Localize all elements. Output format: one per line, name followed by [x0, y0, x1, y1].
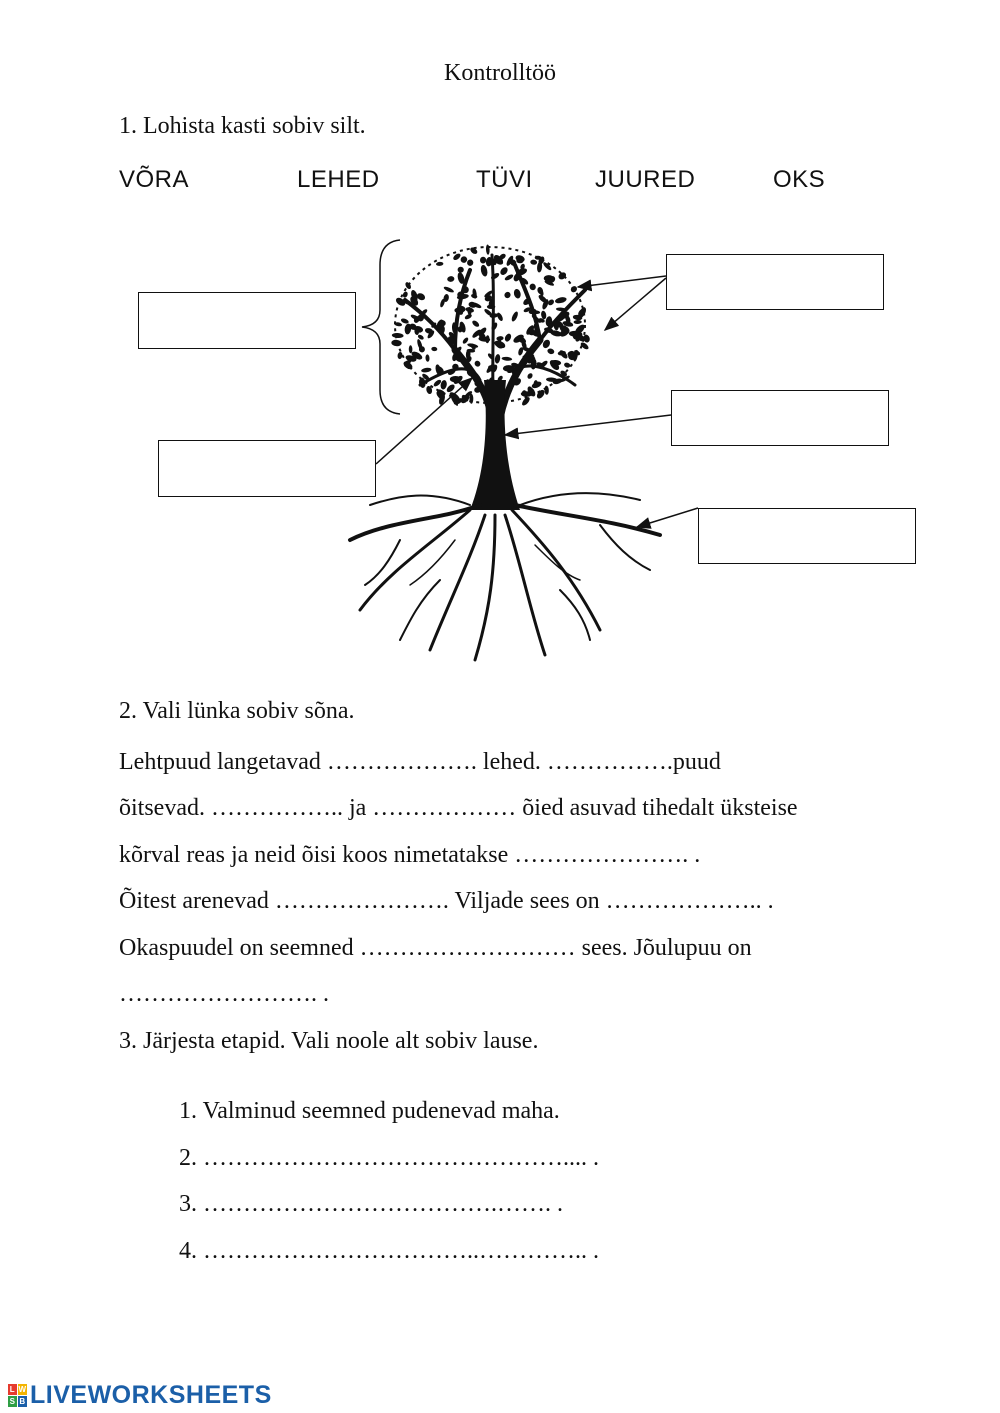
leaf-icon: [402, 291, 409, 298]
leaf-icon: [421, 367, 432, 373]
leaf-icon: [457, 267, 463, 273]
leaf-icon: [501, 356, 512, 361]
leaf-icon: [480, 257, 486, 264]
sequence-item[interactable]: 2. ……………………………………….... .: [179, 1145, 599, 1171]
leaf-icon: [436, 262, 444, 267]
leaf-icon: [526, 372, 533, 380]
leaf-icon: [392, 333, 404, 339]
leaf-icon: [530, 259, 537, 265]
leaf-icon: [542, 261, 552, 271]
label-drop-box-branch[interactable]: [158, 440, 376, 497]
arrow-icon: [605, 278, 666, 330]
leaf-icon: [570, 285, 579, 294]
leaf-icon: [447, 276, 455, 283]
question-3-heading: 3. Järjesta etapid. Vali noole alt sobiv lause.: [119, 1028, 539, 1054]
arrow-icon: [505, 415, 671, 435]
sequence-item[interactable]: 3. ……………………………….……. .: [179, 1191, 563, 1217]
leaf-icon: [485, 335, 490, 343]
cloze-line[interactable]: Õitest arenevad …………………. Viljade sees on ……………….. .: [119, 888, 774, 914]
tree-roots: [350, 493, 660, 660]
leaf-icon: [510, 311, 519, 323]
question-1-heading: 1. Lohista kasti sobiv silt.: [119, 113, 366, 139]
word-bank-item[interactable]: JUURED: [595, 166, 696, 193]
leaf-icon: [503, 291, 511, 300]
arrow-icon: [578, 276, 666, 287]
logo-mark-icon: L W S B: [9, 1384, 27, 1406]
sequence-item[interactable]: 4. ……………………………..………….. .: [179, 1238, 599, 1264]
leaf-icon: [462, 337, 470, 345]
leaf-icon: [400, 317, 409, 324]
leaf-icon: [425, 354, 430, 362]
leaf-icon: [499, 266, 509, 277]
leaf-icon: [513, 288, 522, 299]
leaf-icon: [480, 264, 489, 277]
brace-icon: [362, 240, 400, 414]
arrow-icon: [376, 378, 472, 464]
leaf-icon: [547, 348, 555, 355]
leaf-icon: [557, 271, 567, 281]
leaf-icon: [471, 319, 480, 328]
word-bank-item[interactable]: LEHED: [297, 166, 380, 193]
leaf-icon: [452, 252, 462, 261]
arrow-icon: [637, 508, 698, 527]
leaf-icon: [496, 336, 504, 341]
tree-illustration: [0, 0, 1000, 700]
word-bank-item[interactable]: VÕRA: [119, 166, 190, 193]
leaf-icon: [582, 334, 591, 344]
label-drop-box-trunk[interactable]: [671, 390, 889, 446]
question-2-heading: 2. Vali lünka sobiv sõna.: [119, 698, 355, 724]
cloze-line[interactable]: Okaspuudel on seemned ……………………… sees. Jõulupuu on: [119, 935, 752, 961]
label-drop-box-crown[interactable]: [138, 292, 356, 349]
liveworksheets-logo[interactable]: [8, 1380, 272, 1410]
leaf-icon: [431, 347, 437, 352]
leaf-icon: [574, 320, 582, 324]
leaf-icon: [515, 254, 526, 263]
label-drop-box-roots[interactable]: [698, 508, 916, 564]
label-drop-box-leaves[interactable]: [666, 254, 884, 310]
leaf-icon: [528, 283, 537, 292]
leaf-icon: [391, 339, 402, 346]
cloze-line[interactable]: ……………………. .: [119, 981, 329, 1007]
leaf-icon: [504, 333, 513, 343]
page-title: Kontrolltöö: [444, 60, 556, 86]
leaf-icon: [443, 286, 455, 294]
word-bank-item[interactable]: TÜVI: [476, 166, 533, 193]
leaf-icon: [563, 362, 571, 369]
leaf-icon: [494, 354, 501, 364]
leaf-icon: [554, 296, 567, 304]
leaf-icon: [471, 293, 478, 299]
word-bank-item[interactable]: OKS: [773, 166, 826, 193]
tree-trunk: [470, 380, 520, 510]
leaf-icon: [486, 244, 490, 254]
leaf-icon: [445, 383, 456, 393]
leaf-icon: [409, 345, 413, 353]
cloze-line[interactable]: kõrval reas ja neid õisi koos nimetatakse …………………. .: [119, 842, 701, 868]
leaf-icon: [473, 360, 481, 368]
cloze-line[interactable]: Lehtpuud langetavad ………………. lehed. …………….puud: [119, 749, 721, 775]
leaf-icon: [504, 273, 514, 281]
leaf-icon: [397, 352, 403, 360]
leaf-icon: [466, 258, 475, 267]
cloze-line[interactable]: õitsevad. …………….. ja ……………… õied asuvad tihedalt üksteise: [119, 795, 798, 821]
leaf-icon: [544, 385, 549, 394]
sequence-item: 1. Valminud seemned pudenevad maha.: [179, 1098, 560, 1124]
logo-text: LIVEWORKSHEETS: [30, 1380, 272, 1409]
